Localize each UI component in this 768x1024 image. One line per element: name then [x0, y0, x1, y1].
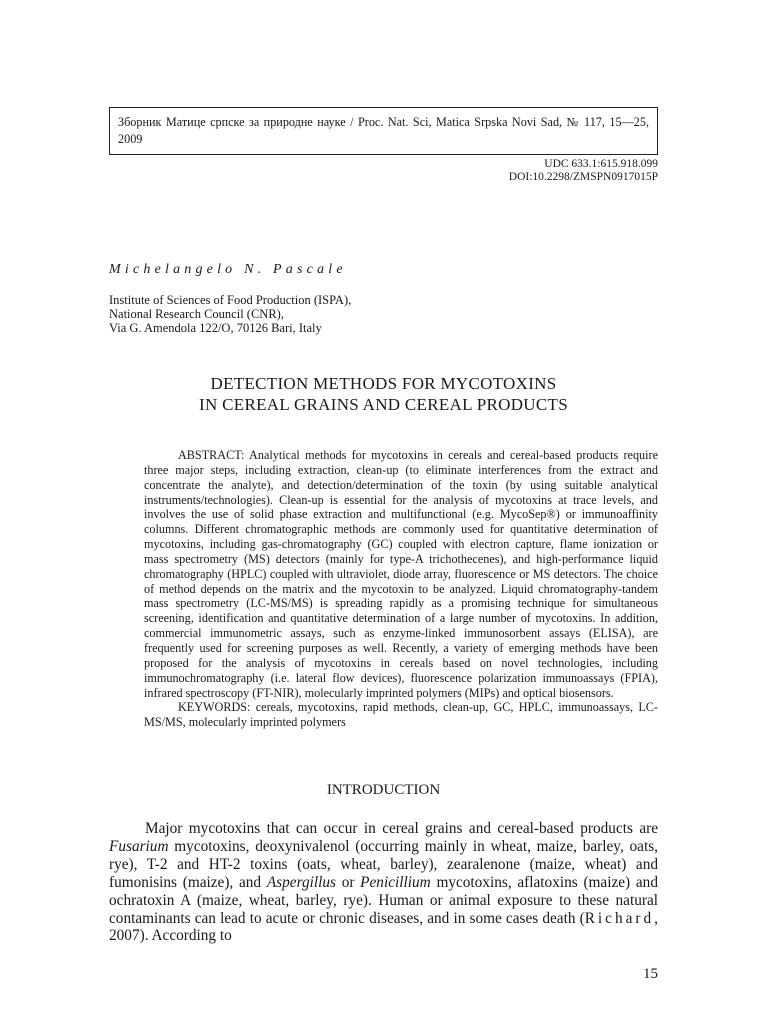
identifier-block: [509, 158, 658, 184]
body-text: [109, 820, 658, 945]
affiliation-line: National Research Council (CNR),: [109, 307, 284, 321]
page-number: 15: [643, 966, 658, 982]
author-affiliation: [109, 293, 351, 335]
paper-title: [109, 373, 658, 415]
udc-code: UDC 633.1:615.918.099: [544, 158, 658, 170]
affiliation-line: Institute of Sciences of Food Production (ISPA),: [109, 293, 352, 307]
section-heading: INTRODUCTION: [326, 782, 441, 798]
journal-citation-box: [109, 107, 658, 155]
text-run: mycotoxins, aflatoxins (maize) and ochratoxin A (maize, wheat, barley, rye). Human or animal exposure to these natural contaminants can lead to acute or chronic diseases, and in some cases death (: [109, 873, 658, 927]
title-line: IN CEREAL GRAINS AND CEREAL PRODUCTS: [199, 395, 568, 414]
doi: DOI:10.2298/ZMSPN0917015P: [508, 171, 658, 183]
abstract: [144, 448, 658, 730]
affiliation-line: Via G. Amendola 122/O, 70126 Bari, Italy: [109, 321, 322, 335]
citation-author: Richard: [584, 909, 655, 927]
title-line: DETECTION METHODS FOR MYCOTOXINS: [210, 374, 557, 393]
paragraph: [109, 820, 658, 945]
abstract-text: ABSTRACT: Analytical methods for mycotoxins in cereals and cereal-based products require three major steps, including extraction, clean-up (to eliminate interferences from the extract and concentrate the analyte), and detection/determination of the toxin (by using suitable analytical instruments/technologies). Clean-up is essential for the analysis of mycotoxins at trace levels, and involves the use of solid phase extraction and multifunctional (e.g. MycoSep®) or immunoaffinity columns. Different chromatographic methods are commonly used for quantitative determination of mycotoxins, including gas-chromatography (GC) coupled with electron capture, flame ionization or mass spectrometry (MS) detectors (mainly for type-A trichothecenes), and high-performance liquid chromatography (HPLC) coupled with ultraviolet, diode array, fluorescence or MS detectors. The choice of method depends on the matrix and the mycotoxin to be analyzed. Liquid chromatography-tandem mass spectrometry (LC-MS/MS) is spreading rapidly as a promising technique for simultaneous screening, identification and quantitative determination of a large number of mycotoxins. In addition, commercial immunometric assays, such as enzyme-linked immunosorbent assays (ELISA), are frequently used for screening purposes as well. Recently, a variety of emerging methods have been proposed for the analysis of mycotoxins in cereals based on novel technologies, including immunochromatography (i.e. lateral flow devices), fluorescence polarization immunoassays (FPIA), infrared spectroscopy (FT-NIR), molecularly imprinted polymers (MIPs) and optical biosensors.: [144, 448, 658, 700]
genus-name: Penicillium: [360, 873, 431, 891]
text-run: or: [335, 873, 361, 891]
journal-citation: Зборник Матице српске за природне науке / Proc. Nat. Sci, Matica Srpska Novi Sad, № 117, 15—25, 2009: [118, 115, 649, 146]
genus-name: Aspergillus: [266, 873, 336, 891]
text-run: Major mycotoxins that can occur in cereal grains and cereal-based products are: [145, 820, 658, 837]
text-run: , 2007). According to: [109, 909, 658, 945]
text-run: mycotoxins, deoxynivalenol (occurring mainly in wheat, maize, barley, oats, rye), T-2 and HT-2 toxins (oats, wheat, barley), zearalenone (maize, wheat) and fumonisins (maize), and: [109, 837, 658, 891]
keywords: KEYWORDS: cereals, mycotoxins, rapid methods, clean-up, GC, HPLC, immunoassays, LC-MS/MS, molecularly imprinted polymers: [144, 700, 658, 730]
genus-name: Fusarium: [109, 837, 169, 855]
author-name: Michelangelo N. Pascale: [109, 262, 347, 277]
